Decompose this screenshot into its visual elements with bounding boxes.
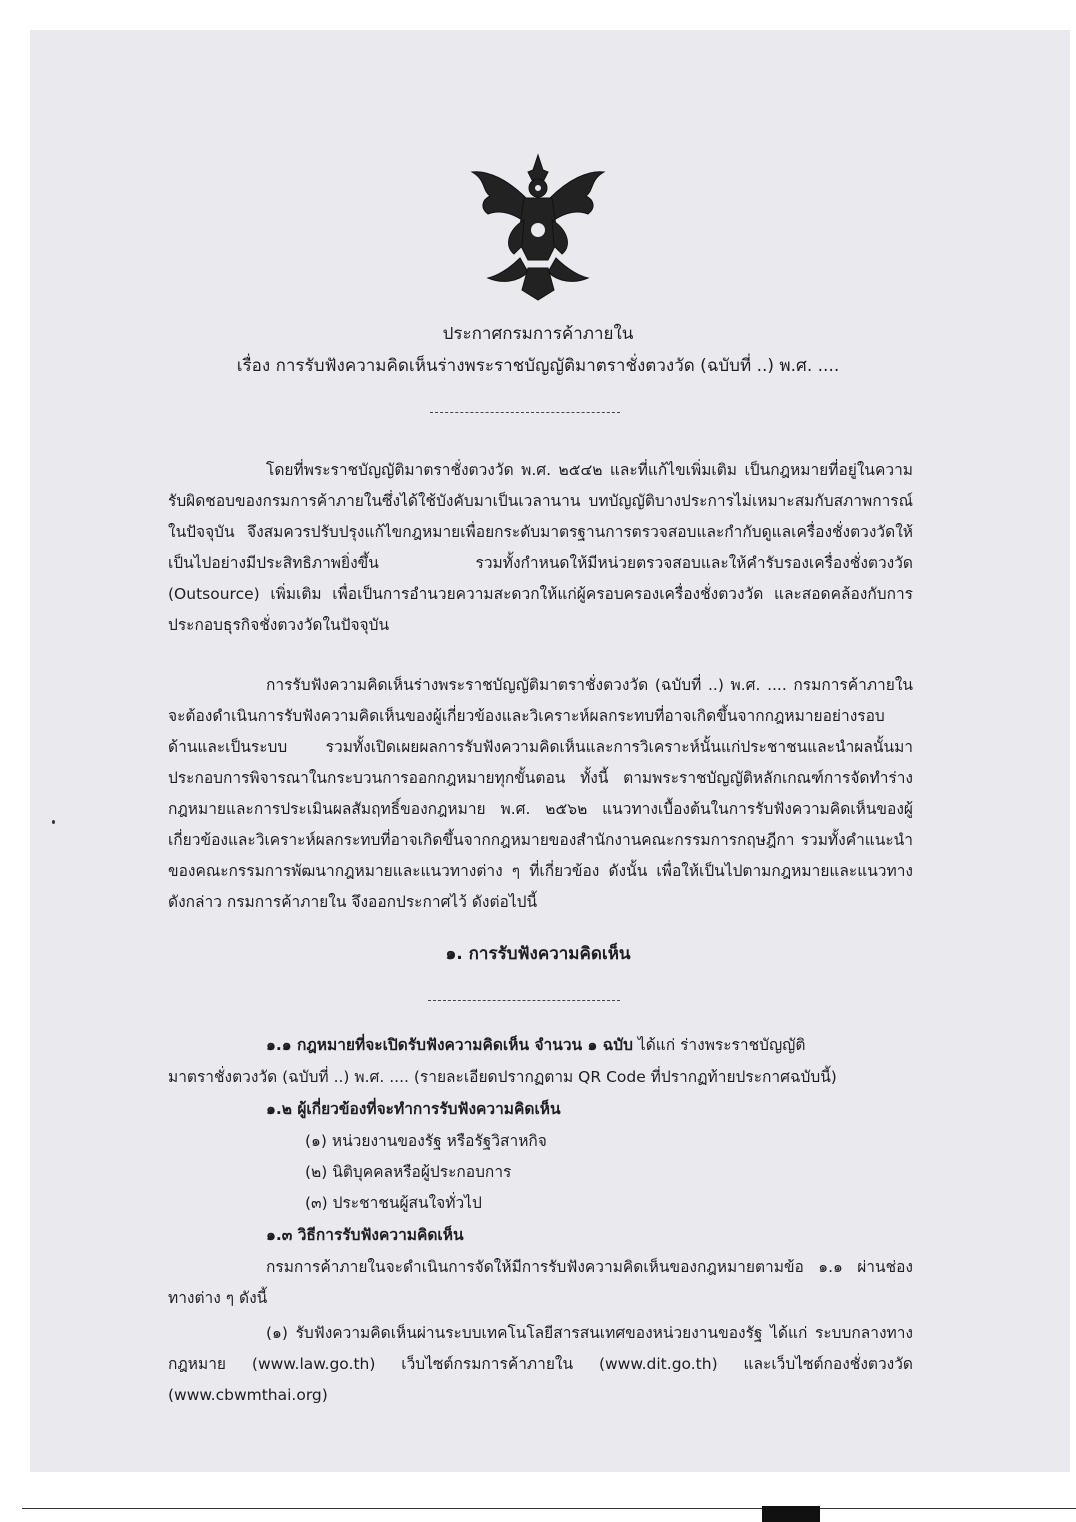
item-1-2-heading: ๑.๒ ผู้เกี่ยวข้องที่จะทำการรับฟังความคิดเห็น bbox=[266, 1100, 561, 1118]
paragraph-intro: โดยที่พระราชบัญญัติมาตราชั่งตวงวัด พ.ศ. ๒๕๔๒ และที่แก้ไขเพิ่มเติม เป็นกฎหมายที่อยู่ในความรับผิดชอบของกรมการค้าภายในซึ่งได้ใช้บังคับมาเป็นเวลานาน บทบัญญัติบางประการไม่เหมาะสมกับสภาพการณ์ในปัจจุบัน จึงสมควรปรับปรุงแก้ไขกฎหมายเพื่อยกระดับมาตรฐานการตรวจสอบและกำกับดูแลเครื่องชั่งตวงวัดให้เป็นไปอย่างมีประสิทธิภาพยิ่งขึ้น รวมทั้งกำหนดให้มีหน่วยตรวจสอบและให้คำรับรองเครื่องชั่งตวงวัด (Outsource) เพิ่มเติม เพื่อเป็นการอำนวยความสะดวกให้แก่ผู้ครอบครองเครื่องชั่งตวงวัด และสอดคล้องกับการประกอบธุรกิจชั่งตวงวัดในปัจจุบัน bbox=[168, 461, 913, 634]
item-1-1-heading: ๑.๑ กฎหมายที่จะเปิดรับฟังความคิดเห็น จำนวน ๑ ฉบับ bbox=[266, 1036, 633, 1054]
footer-tab bbox=[762, 1506, 820, 1522]
item-1-3-paragraph: กรมการค้าภายในจะดำเนินการจัดให้มีการรับฟังความคิดเห็นของกฎหมายตามข้อ ๑.๑ ผ่านช่องทางต่าง ๆ ดังนี้ bbox=[168, 1258, 913, 1307]
announcement-title: ประกาศกรมการค้าภายใน bbox=[442, 324, 634, 344]
announcement-subject: เรื่อง การรับฟังความคิดเห็นร่างพระราชบัญญัติมาตราชั่งตวงวัด (ฉบับที่ ..) พ.ศ. .... bbox=[236, 356, 840, 376]
garuda-emblem-icon bbox=[468, 150, 608, 305]
item-1-3-channel-1: (๑) รับฟังความคิดเห็นผ่านระบบเทคโนโลยีสารสนเทศของหน่วยงานของรัฐ ได้แก่ ระบบกลางทางกฎหมาย (www.law.go.th) เว็บไซต์กรมการค้าภายใน (www.dit.go.th) และเว็บไซต์กองชั่งตวงวัด (www.cbwmthai.org) bbox=[168, 1324, 913, 1404]
scan-speck bbox=[52, 820, 55, 824]
item-1-3-heading: ๑.๓ วิธีการรับฟังความคิดเห็น bbox=[266, 1226, 464, 1244]
item-1-1 bbox=[266, 1030, 805, 1061]
list-item: (๒) นิติบุคคลหรือผู้ประกอบการ bbox=[305, 1163, 512, 1181]
section-1-heading: ๑. การรับฟังความคิดเห็น bbox=[445, 944, 631, 964]
list-item: (๑) หน่วยงานของรัฐ หรือรัฐวิสาหกิจ bbox=[305, 1132, 547, 1150]
item-1-1-rest: ได้แก่ ร่างพระราชบัญญัติ bbox=[633, 1036, 806, 1054]
list-item: (๓) ประชาชนผู้สนใจทั่วไป bbox=[305, 1194, 482, 1212]
paragraph-consultation: การรับฟังความคิดเห็นร่างพระราชบัญญัติมาตราชั่งตวงวัด (ฉบับที่ ..) พ.ศ. .... กรมการค้าภายในจะต้องดำเนินการรับฟังความคิดเห็นของผู้เกี่ยวข้องและวิเคราะห์ผลกระทบที่อาจเกิดขึ้นจากกฎหมายอย่างรอบด้านและเป็นระบบ รวมทั้งเปิดเผยผลการรับฟังความคิดเห็นและการวิเคราะห์นั้นแก่ประชาชนและนำผลนั้นมาประกอบการพิจารณาในกระบวนการออกกฎหมายทุกขั้นตอน ทั้งนี้ ตามพระราชบัญญัติหลักเกณฑ์การจัดทำร่างกฎหมายและการประเมินผลสัมฤทธิ์ของกฎหมาย พ.ศ. ๒๕๖๒ แนวทางเบื้องต้นในการรับฟังความคิดเห็นของผู้เกี่ยวข้องและวิเคราะห์ผลกระทบที่อาจเกิดขึ้นจากกฎหมายของสำนักงานคณะกรรมการกฤษฎีกา รวมทั้งคำแนะนำของคณะกรรมการพัฒนากฎหมายและแนวทางต่าง ๆ ที่เกี่ยวข้อง ดังนั้น เพื่อให้เป็นไปตามกฎหมายและแนวทางดังกล่าว กรมการค้าภายใน จึงออกประกาศไว้ ดังต่อไปนี้ bbox=[168, 676, 913, 911]
footer-line bbox=[22, 1508, 1076, 1509]
item-1-1-line2: มาตราชั่งตวงวัด (ฉบับที่ ..) พ.ศ. .... (รายละเอียดปรากฏตาม QR Code ที่ปรากฏท้ายประกาศฉบับนี้) bbox=[168, 1068, 837, 1086]
divider bbox=[430, 412, 620, 413]
divider bbox=[428, 1000, 620, 1001]
